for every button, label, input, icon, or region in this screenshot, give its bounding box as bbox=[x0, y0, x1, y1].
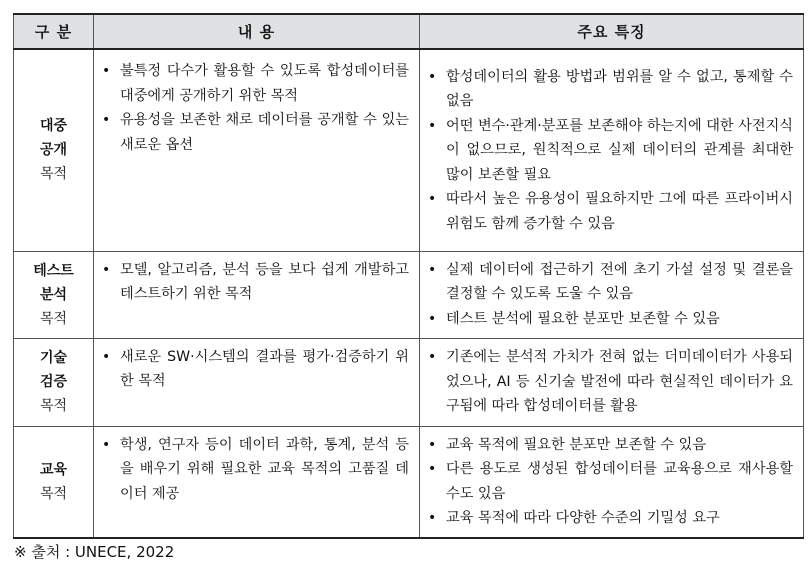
features-cell bbox=[420, 251, 804, 338]
content-cell bbox=[94, 426, 420, 538]
source-note: ※ 출처 : UNECE, 2022 bbox=[14, 543, 175, 561]
header-features: 주요 특징 bbox=[420, 14, 804, 49]
category-label: 테스트 bbox=[33, 262, 74, 279]
features-cell bbox=[420, 338, 804, 426]
list-item: • 유용성을 보존한 채로 데이터를 공개할 수 있는 새로운 옵션 bbox=[100, 108, 409, 157]
category-suffix: 목적 bbox=[39, 485, 68, 502]
category-suffix: 목적 bbox=[39, 310, 68, 327]
features-cell bbox=[420, 426, 804, 538]
content-cell bbox=[94, 251, 420, 338]
list-item: • 모델, 알고리즘, 분석 등을 보다 쉽게 개발하고 테스트하기 위한 목적 bbox=[100, 258, 409, 307]
list-item: • 따라서 높은 유용성이 필요하지만 그에 따른 프라이버시 위험도 함께 증가할 수 있음 bbox=[426, 187, 793, 236]
table-header-row bbox=[14, 14, 804, 49]
category-label: 공개 bbox=[39, 142, 68, 159]
table-row bbox=[14, 426, 804, 538]
list-item: • 새로운 SW·시스템의 결과를 평가·검증하기 위한 목적 bbox=[100, 345, 409, 394]
table-row bbox=[14, 251, 804, 338]
category-label: 검증 bbox=[39, 374, 68, 390]
list-item: • 불특정 다수가 활용할 수 있도록 합성데이터를 대중에게 공개하기 위한 목적 bbox=[100, 59, 409, 108]
header-category: 구 분 bbox=[14, 14, 94, 49]
category-label: 분석 bbox=[39, 286, 68, 303]
list-item: • 실제 데이터에 접근하기 전에 초기 가설 설정 및 결론을 결정할 수 있도록 도울 수 있음 bbox=[426, 258, 793, 307]
list-item: • 교육 목적에 필요한 분포만 보존할 수 있음 bbox=[426, 433, 793, 458]
features-cell bbox=[420, 49, 804, 251]
list-item: • 기존에는 분석적 가치가 전혀 없는 더미데이터가 사용되었으나, AI 등 신기술 발전에 따라 현실적인 데이터가 요구됨에 따라 합성데이터를 활용 bbox=[426, 345, 793, 419]
list-item: • 테스트 분석에 필요한 분포만 보존할 수 있음 bbox=[426, 307, 793, 332]
list-item: • 교육 목적에 따라 다양한 수준의 기밀성 요구 bbox=[426, 506, 793, 531]
category-label: 교육 bbox=[39, 461, 68, 478]
category-label: 대중 bbox=[39, 118, 68, 135]
list-item: • 합성데이터의 활용 방법과 범위를 알 수 없고, 통제할 수 없음 bbox=[426, 65, 793, 114]
list-item: • 다른 용도로 생성된 합성데이터를 교육용으로 재사용할 수도 있음 bbox=[426, 457, 793, 506]
category-cell bbox=[14, 251, 94, 338]
category-label: 기술 bbox=[39, 350, 68, 366]
category-suffix: 목적 bbox=[39, 398, 68, 414]
content-cell bbox=[94, 338, 420, 426]
header-content: 내 용 bbox=[94, 14, 420, 49]
category-cell bbox=[14, 338, 94, 426]
table-row bbox=[14, 338, 804, 426]
category-cell bbox=[14, 426, 94, 538]
list-item: • 어떤 변수·관계·분포를 보존해야 하는지에 대한 사전지식이 없으므로, 원칙적으로 실제 데이터의 관계를 최대한 많이 보존할 필요 bbox=[426, 114, 793, 188]
category-suffix: 목적 bbox=[39, 166, 68, 183]
table-row bbox=[14, 49, 804, 251]
content-cell bbox=[94, 49, 420, 251]
list-item: • 학생, 연구자 등이 데이터 과학, 통계, 분석 등을 배우기 위해 필요한 교육 목적의 고품질 데이터 제공 bbox=[100, 433, 409, 507]
category-cell bbox=[14, 49, 94, 251]
synthetic-data-purpose-table bbox=[13, 13, 804, 539]
